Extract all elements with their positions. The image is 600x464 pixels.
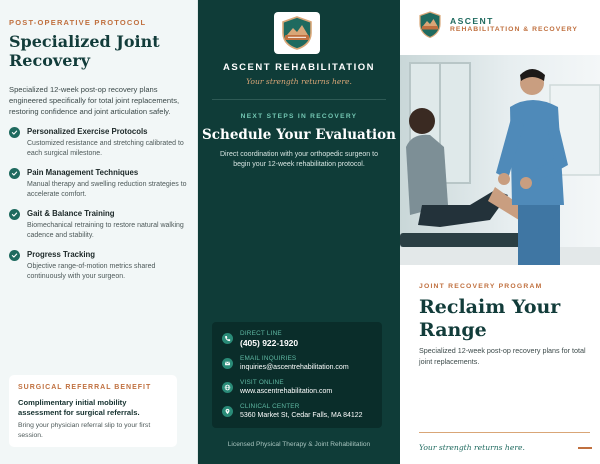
check-icon bbox=[9, 127, 20, 138]
referral-desc: Bring your physician referral slip to your first session. bbox=[18, 422, 151, 439]
accent-dash bbox=[578, 447, 592, 449]
contact-email[interactable] bbox=[222, 355, 349, 373]
contact-card bbox=[212, 322, 382, 428]
feature-item bbox=[9, 168, 187, 200]
check-icon bbox=[9, 209, 20, 220]
brand-tagline: Your strength returns here. bbox=[246, 77, 352, 86]
divider bbox=[212, 99, 386, 100]
map-pin-icon bbox=[222, 406, 233, 417]
contact-value: www.ascentrehabilitation.com bbox=[240, 388, 333, 395]
right-desc: Specialized 12-week post-op recovery plans for total joint replacements. bbox=[419, 346, 586, 366]
contact-label: VISIT ONLINE bbox=[240, 379, 284, 386]
next-steps-eyebrow: NEXT STEPS IN RECOVERY bbox=[240, 113, 358, 120]
brand-title: ASCENT REHABILITATION bbox=[222, 62, 375, 73]
left-title bbox=[9, 32, 187, 70]
contact-value: inquiries@ascentrehabilitation.com bbox=[240, 364, 349, 371]
right-title-line2: Range bbox=[419, 319, 487, 341]
right-title bbox=[419, 296, 560, 342]
contact-label: EMAIL INQUIRIES bbox=[240, 355, 297, 362]
feature-title: Pain Management Techniques bbox=[27, 168, 139, 177]
middle-footer: Licensed Physical Therapy & Joint Rehabilitation bbox=[227, 441, 371, 448]
shield-logo-icon bbox=[279, 15, 315, 51]
feature-item bbox=[9, 250, 187, 282]
referral-eyebrow: SURGICAL REFERRAL BENEFIT bbox=[18, 384, 152, 391]
left-intro: Specialized 12-week post-op recovery plans engineered specifically for total joint replacements, restoring confidence and joint articulation safely. bbox=[9, 85, 180, 116]
contact-label: DIRECT LINE bbox=[240, 330, 282, 337]
contact-address[interactable] bbox=[222, 403, 363, 421]
middle-panel bbox=[198, 0, 400, 464]
contact-phone[interactable] bbox=[222, 330, 298, 348]
feature-item bbox=[9, 209, 187, 241]
contact-website[interactable] bbox=[222, 379, 332, 397]
right-panel bbox=[400, 0, 600, 464]
right-footer-tagline: Your strength returns here. bbox=[419, 443, 525, 452]
schedule-title: Schedule Your Evaluation bbox=[202, 127, 396, 143]
globe-icon bbox=[222, 382, 233, 393]
left-title-line2: Recovery bbox=[9, 51, 91, 70]
feature-desc: Manual therapy and swelling reduction strategies to accelerate comfort. bbox=[27, 181, 187, 198]
feature-title: Gait & Balance Training bbox=[27, 209, 115, 218]
left-eyebrow: POST-OPERATIVE PROTOCOL bbox=[9, 18, 147, 27]
right-title-line1: Reclaim Your bbox=[419, 296, 561, 318]
schedule-desc: Direct coordination with your orthopedic surgeon to begin your 12-week rehabilitation protocol. bbox=[220, 151, 378, 168]
feature-item bbox=[9, 127, 187, 159]
right-brand: ASCENT bbox=[450, 16, 494, 26]
hero-photo bbox=[400, 55, 600, 265]
feature-title: Personalized Exercise Protocols bbox=[27, 127, 148, 136]
referral-card bbox=[9, 375, 177, 447]
shield-logo-icon bbox=[418, 11, 442, 39]
left-title-line1: Specialized Joint bbox=[9, 32, 160, 51]
phone-icon bbox=[222, 333, 233, 344]
right-eyebrow: JOINT RECOVERY PROGRAM bbox=[419, 283, 543, 290]
right-brand-sub: REHABILITATION & RECOVERY bbox=[450, 26, 578, 33]
mail-icon bbox=[222, 358, 233, 369]
check-icon bbox=[9, 250, 20, 261]
feature-title: Progress Tracking bbox=[27, 250, 96, 259]
contact-value: 5360 Market St, Cedar Falls, MA 84122 bbox=[240, 412, 363, 419]
referral-title: Complimentary initial mobility assessment for surgical referrals. bbox=[18, 398, 140, 417]
feature-desc: Biomechanical retraining to restore natural walking cadence and stability. bbox=[27, 222, 184, 239]
feature-desc: Customized resistance and stretching calibrated to each surgical milestone. bbox=[27, 140, 184, 157]
left-panel bbox=[0, 0, 198, 464]
check-icon bbox=[9, 168, 20, 179]
divider bbox=[419, 432, 590, 433]
contact-value: (405) 922-1920 bbox=[240, 338, 299, 348]
contact-label: CLINICAL CENTER bbox=[240, 403, 300, 410]
logo bbox=[274, 12, 320, 54]
feature-desc: Objective range-of-motion metrics shared continuously with your surgeon. bbox=[27, 263, 156, 280]
